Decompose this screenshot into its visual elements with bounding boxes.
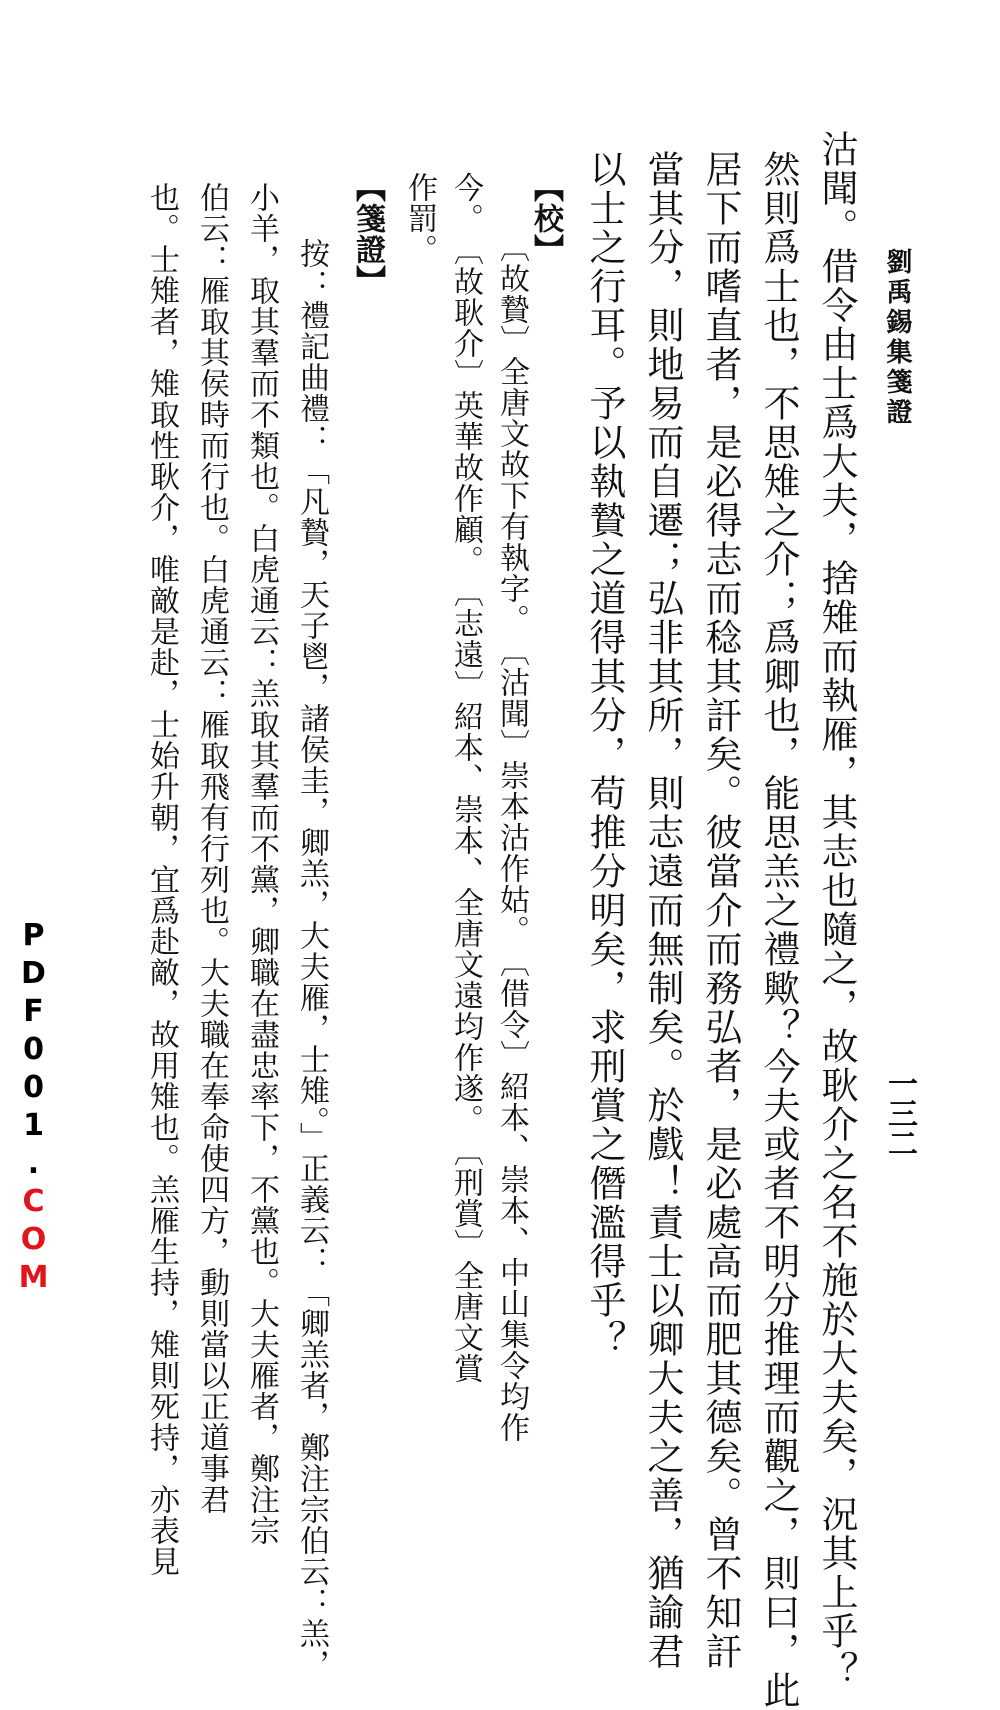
watermark-part-2: COM xyxy=(16,1184,51,1298)
jiao-line-3: 作罰。 xyxy=(402,172,437,265)
jianzheng-line-2: 小羊，取其羣而不類也。白虎通云：羔取其羣而不黨，卿職在盡忠率下，不黨也。大夫雁者，鄭注宗 xyxy=(244,182,279,1546)
book-title-header: 劉禹錫集箋證 xyxy=(882,248,912,428)
main-text-col-2: 然則爲士也，不思雉之介；爲卿也，能思羔之禮歟？今夫或者不明分推理而觀之，則曰，此 xyxy=(757,150,800,1710)
jianzheng-line-1: 按：禮記曲禮：「凡贄，天子鬯，諸侯圭，卿羔，大夫雁，士雉。」正義云：「卿羔者，鄭注宗伯云：羔， xyxy=(294,238,329,1680)
main-text-col-5: 以士之行耳。予以執贄之道得其分，苟推分明矣，求刑賞之僭濫得乎？ xyxy=(583,150,626,1359)
page-number: 一三二 xyxy=(882,1068,917,1158)
main-text-col-4: 當其分，則地易而自遷；弘非其所，則志遠而無制矣。於戲！責士以卿大夫之善，猶諭君 xyxy=(641,150,684,1671)
jianzheng-line-4: 也。士雉者，雉取性耿介，唯敵是赴，士始升朝，宜爲赴敵，故用雉也。羔雁生持，雉則死持，亦表見 xyxy=(144,182,179,1577)
watermark-part-1: PDF001. xyxy=(16,918,51,1184)
jiao-heading: 【校】 xyxy=(528,172,563,265)
jianzheng-line-3: 伯云：雁取其侯時而行也。白虎通云：雁取飛有行列也。大夫職在奉命使四方，動則當以正道事君 xyxy=(194,182,229,1515)
main-text-col-3: 居下而嗜直者，是必得志而稔其訐矣。彼當介而務弘者，是必處高而肥其德矣。曾不知訐 xyxy=(699,150,742,1671)
main-text-col-1: 沽聞。借令由士爲大夫，捨雉而執雁，其志也隨之，故耿介之名不施於大夫矣，況其上乎？ xyxy=(815,130,858,1690)
jiao-line-1: 〔故贄〕全唐文故下有執字。 〔沽聞〕崇本沽作姑。 〔借令〕紹本、崇本、中山集令均作 xyxy=(494,232,529,1443)
jiao-line-2: 今。 〔故耿介〕英華故作顧。 〔志遠〕紹本、崇本、全唐文遠均作遂。 〔刑賞〕全唐文賞 xyxy=(448,172,483,1384)
watermark xyxy=(16,918,51,1298)
jianzheng-heading: 【箋證】 xyxy=(350,172,385,296)
